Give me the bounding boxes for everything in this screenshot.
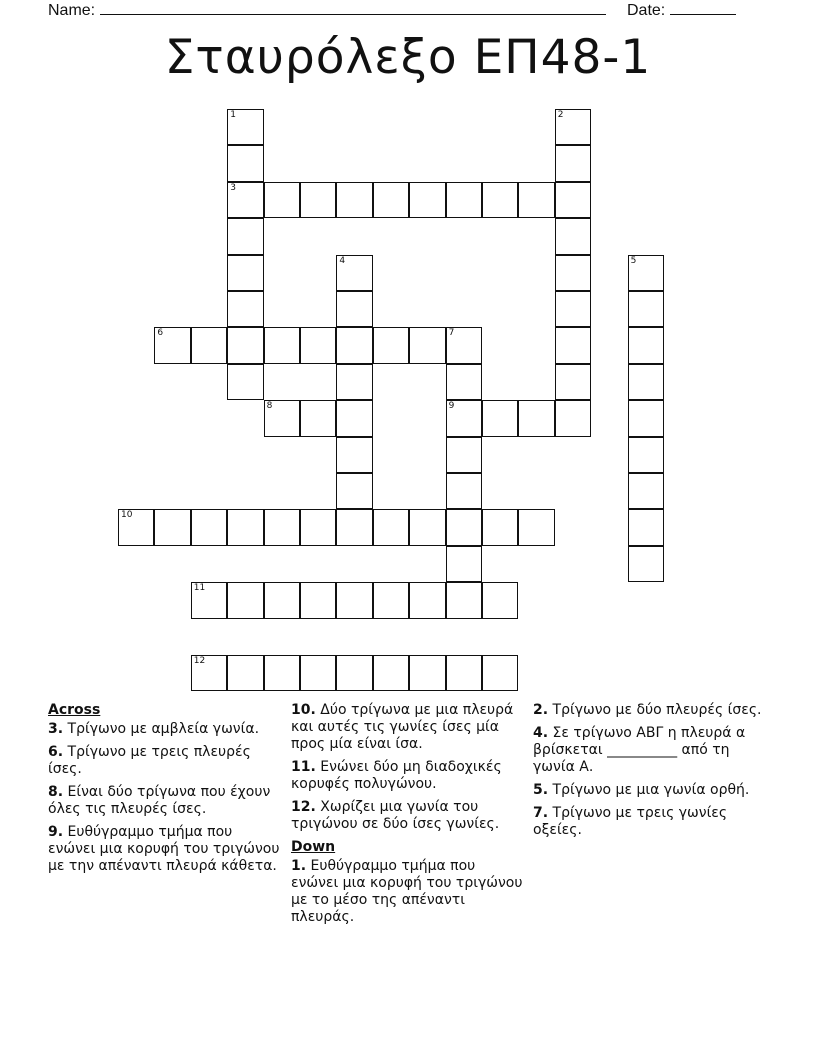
grid-cell[interactable] [446, 582, 482, 618]
grid-cell[interactable] [628, 327, 664, 363]
grid-cell[interactable] [446, 473, 482, 509]
grid-cell[interactable] [373, 327, 409, 363]
clue-item [48, 784, 280, 818]
clue-item [48, 824, 280, 875]
grid-cell[interactable] [227, 109, 263, 145]
grid-cell[interactable] [336, 327, 372, 363]
grid-cell[interactable] [191, 655, 227, 691]
clue-item [48, 744, 280, 778]
grid-cell[interactable] [446, 437, 482, 473]
clue-item [48, 721, 280, 738]
grid-cell[interactable] [373, 509, 409, 545]
clue-number: 1 [230, 110, 236, 120]
grid-cell[interactable] [555, 400, 591, 436]
grid-cell[interactable] [446, 400, 482, 436]
clue-item [291, 759, 523, 793]
clues-column-3 [533, 702, 773, 845]
grid-cell[interactable] [409, 182, 445, 218]
grid-cell[interactable] [154, 509, 190, 545]
grid-cell[interactable] [191, 327, 227, 363]
grid-cell[interactable] [118, 509, 154, 545]
clue-number: 6 [157, 328, 164, 339]
clue-text: Χωρίζει μια γωνία του τριγώνου σε δύο ίσες γωνίες. [291, 799, 500, 832]
grid-cell[interactable] [409, 509, 445, 545]
clue-item [291, 702, 523, 753]
grid-cell[interactable] [336, 473, 372, 509]
grid-cell[interactable] [628, 400, 664, 436]
clue-number: 10 [121, 510, 133, 521]
clue-number: 2 [557, 110, 564, 120]
grid-cell[interactable] [409, 655, 445, 691]
clue-number: 4 [339, 255, 346, 266]
clue-number: 3. [48, 721, 64, 737]
clue-number: 11. [291, 759, 316, 775]
clue-number: 1. [291, 858, 307, 874]
grid-cell[interactable] [191, 582, 227, 618]
clue-number: 5. [533, 782, 549, 798]
grid-cell[interactable] [555, 291, 591, 327]
grid-cell[interactable] [628, 437, 664, 473]
grid-cell[interactable] [555, 364, 591, 400]
clue-text: Ευθύγραμμο τμήμα που ενώνει μια κορυφή του τριγώνου με το μέσο της απέναντι πλευράς. [291, 858, 523, 925]
grid-cell[interactable] [446, 182, 482, 218]
grid-cell[interactable] [628, 255, 664, 291]
grid-cell[interactable] [336, 655, 372, 691]
clues-column-2 [291, 702, 523, 932]
clue-number: 11 [193, 583, 206, 594]
grid-cell[interactable] [191, 509, 227, 545]
clue-item [291, 799, 523, 833]
name-label: Name: [48, 2, 96, 19]
grid-cell[interactable] [336, 582, 372, 618]
grid-cell[interactable] [518, 509, 554, 545]
grid-cell[interactable] [336, 400, 372, 436]
grid-cell[interactable] [264, 582, 300, 618]
grid-cell[interactable] [482, 400, 518, 436]
grid-cell[interactable] [227, 255, 263, 291]
grid-cell[interactable] [409, 327, 445, 363]
grid-cell[interactable] [628, 546, 664, 582]
grid-cell[interactable] [227, 509, 263, 545]
clue-number: 9 [448, 401, 455, 412]
clue-text: Σε τρίγωνο ΑΒΓ η πλευρά α βρίσκεται __________ από τη γωνία Α. [533, 725, 746, 775]
clue-number: 12 [193, 656, 206, 666]
clue-number: 4. [533, 725, 549, 741]
grid-cell[interactable] [336, 437, 372, 473]
grid-cell[interactable] [628, 364, 664, 400]
grid-cell[interactable] [482, 182, 518, 218]
clue-text: Είναι δύο τρίγωνα που έχουν όλες τις πλευρές ίσες. [48, 784, 271, 817]
grid-cell[interactable] [555, 255, 591, 291]
clue-item [291, 858, 523, 926]
grid-cell[interactable] [300, 182, 336, 218]
grid-cell[interactable] [555, 109, 591, 145]
grid-cell[interactable] [227, 327, 263, 363]
grid-cell[interactable] [446, 655, 482, 691]
clue-number: 5 [630, 255, 637, 266]
grid-cell[interactable] [300, 327, 336, 363]
clue-text: Ευθύγραμμο τμήμα που ενώνει μια κορυφή του τριγώνου με την απέναντι πλευρά κάθετα. [48, 824, 280, 874]
grid-cell[interactable] [482, 655, 518, 691]
grid-cell[interactable] [336, 509, 372, 545]
grid-cell[interactable] [373, 582, 409, 618]
grid-cell[interactable] [264, 182, 300, 218]
grid-cell[interactable] [555, 182, 591, 218]
grid-cell[interactable] [300, 582, 336, 618]
clue-text: Τρίγωνο με τρεις πλευρές ίσες. [48, 744, 251, 777]
grid-cell[interactable] [518, 400, 554, 436]
grid-cell[interactable] [336, 291, 372, 327]
grid-cell[interactable] [446, 327, 482, 363]
grid-cell[interactable] [336, 255, 372, 291]
grid-cell[interactable] [555, 145, 591, 181]
clue-number: 12. [291, 799, 316, 815]
grid-cell[interactable] [264, 655, 300, 691]
clue-text: Τρίγωνο με αμβλεία γωνία. [63, 721, 260, 737]
grid-cell[interactable] [227, 218, 263, 254]
clue-text: Τρίγωνο με μια γωνία ορθή. [548, 782, 750, 798]
grid-cell[interactable] [628, 473, 664, 509]
grid-cell[interactable] [482, 582, 518, 618]
grid-cell[interactable] [227, 291, 263, 327]
grid-cell[interactable] [264, 400, 300, 436]
down-heading: Down [291, 839, 336, 855]
grid-cell[interactable] [227, 582, 263, 618]
clue-item [533, 782, 773, 799]
grid-cell[interactable] [482, 509, 518, 545]
clue-number: 3 [230, 182, 236, 193]
clue-number: 8 [266, 401, 273, 412]
grid-cell[interactable] [446, 546, 482, 582]
clue-item [533, 725, 773, 776]
date-label: Date: [627, 2, 666, 19]
grid-cell[interactable] [555, 218, 591, 254]
grid-cell[interactable] [555, 327, 591, 363]
clue-number: 8. [48, 784, 64, 800]
grid-cell[interactable] [300, 400, 336, 436]
grid-cell[interactable] [373, 655, 409, 691]
clue-item [533, 805, 773, 839]
grid-cell[interactable] [336, 182, 372, 218]
page-title: Σταυρόλεξο ΕΠ48-1 [164, 30, 652, 85]
grid-cell[interactable] [154, 327, 190, 363]
clue-number: 10. [291, 702, 316, 718]
grid-cell[interactable] [227, 182, 263, 218]
grid-cell[interactable] [373, 182, 409, 218]
grid-cell[interactable] [446, 509, 482, 545]
across-heading: Across [48, 702, 101, 718]
grid-cell[interactable] [628, 291, 664, 327]
grid-cell[interactable] [227, 655, 263, 691]
grid-cell[interactable] [227, 364, 263, 400]
clue-number: 6. [48, 744, 64, 760]
grid-cell[interactable] [264, 509, 300, 545]
clue-number: 7 [448, 328, 455, 339]
grid-cell[interactable] [628, 509, 664, 545]
clue-item [533, 702, 773, 719]
grid-cell[interactable] [264, 327, 300, 363]
grid-cell[interactable] [446, 364, 482, 400]
clue-text: Δύο τρίγωνα με μια πλευρά και αυτές τις γωνίες ίσες μία προς μία είναι ίσα. [291, 702, 514, 752]
grid-cell[interactable] [336, 364, 372, 400]
clue-number: 9. [48, 824, 64, 840]
clue-text: Τρίγωνο με τρεις γωνίες οξείες. [533, 805, 728, 838]
clue-text: Ενώνει δύο μη διαδοχικές κορυφές πολυγώνου. [291, 759, 502, 792]
grid-cell[interactable] [300, 509, 336, 545]
grid-cell[interactable] [300, 655, 336, 691]
grid-cell[interactable] [227, 145, 263, 181]
clues-column-1 [48, 702, 280, 881]
clue-number: 7. [533, 805, 549, 821]
clue-text: Τρίγωνο με δύο πλευρές ίσες. [548, 702, 762, 718]
grid-cell[interactable] [518, 182, 554, 218]
clue-number: 2. [533, 702, 549, 718]
grid-cell[interactable] [409, 582, 445, 618]
